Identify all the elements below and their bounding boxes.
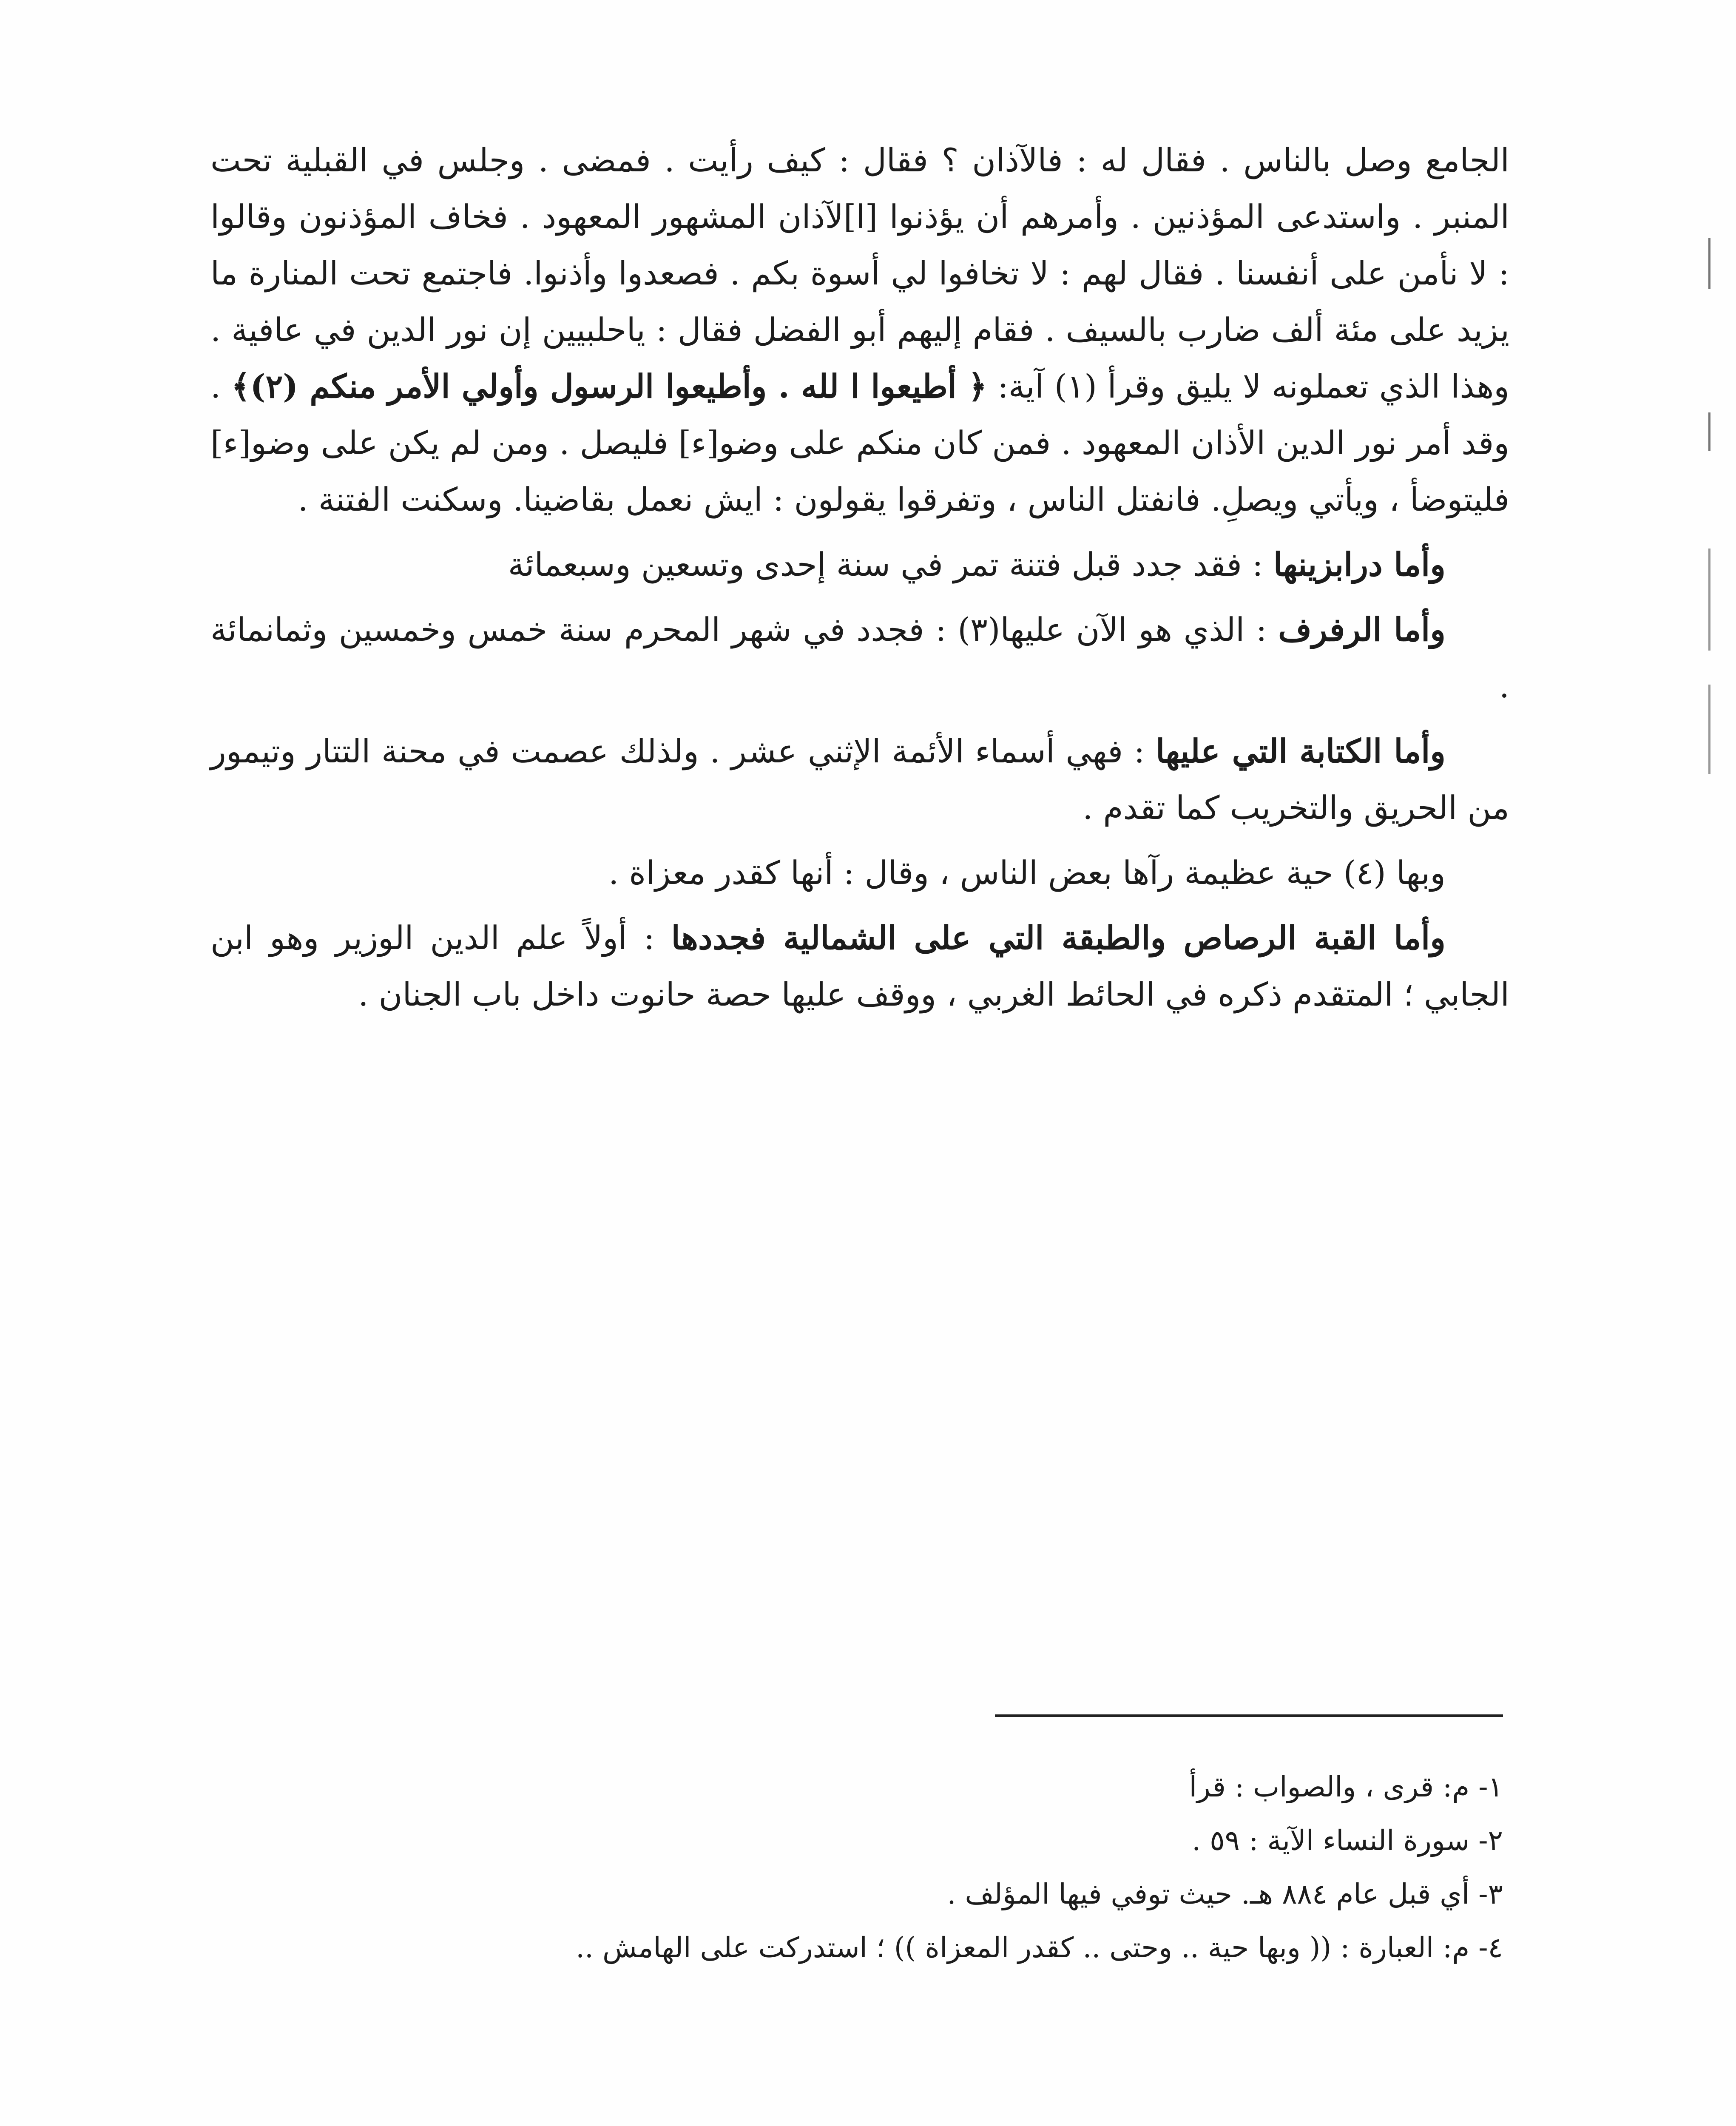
paragraph-3-heading: وأما الرفرف bbox=[1278, 611, 1446, 648]
paragraph-4-body: : فهي أسماء الأئمة الإثني عشر . ولذلك عصمت في محنة التتار وتيمور من الحريق والتخريب كما تقدم . bbox=[210, 732, 1509, 827]
paragraph-5 bbox=[210, 844, 1509, 901]
paragraph-3 bbox=[210, 601, 1509, 714]
quran-verse: ﴿ أطيعوا ا لله . وأطيعوا الرسول وأولي الأمر منكم (٢)﴾ bbox=[231, 367, 987, 405]
paragraph-2-heading: وأما درابزينها bbox=[1273, 546, 1446, 583]
footnotes bbox=[210, 1760, 1503, 1975]
paragraph-2-body: : فقد جدد قبل فتنة تمر في سنة إحدى وتسعين وسبعمائة bbox=[508, 546, 1273, 583]
paragraph-1 bbox=[210, 132, 1509, 528]
footnote-4: ٤- م: العبارة : (( وبها حية .. وحتى .. كقدر المعزاة )) ؛ استدركت على الهامش .. bbox=[576, 1931, 1503, 1964]
paragraph-6-body: : أولاً علم الدين الوزير وهو ابن الجابي ؛ المتقدم ذكره في الحائط الغربي ، ووقف عليها حصة حانوت داخل باب الجنان . bbox=[210, 919, 1509, 1013]
main-text bbox=[210, 132, 1509, 1023]
paragraph-4 bbox=[210, 723, 1509, 836]
scan-edge-mark bbox=[1708, 412, 1710, 451]
paragraph-1-text: الجامع وصل بالناس . فقال له : فالآذان ؟ فقال : كيف رأيت . فمضى . وجلس في القبلية تحت المنبر . واستدعى المؤذنين . وأمرهم أن يؤذنوا [ا]لآذان المشهور المعهود . فخاف المؤذنون وقالوا : لا نأمن على أنفسنا . فقال لهم : لا تخافوا لي أسوة بكم . فصعدوا وأذنوا. فاجتمع تحت المنارة ما يزيد على مئة ألف ضارب بالسيف . فقام إليهم أبو الفضل فقال : ياحلبيين إن نور الدين في عافية . وهذا الذي تعملونه لا يليق وقرأ (١) آية: bbox=[210, 141, 1510, 405]
paragraph-6 bbox=[210, 910, 1509, 1023]
footnote-2: ٢- سورة النساء الآية : ٥٩ . bbox=[1192, 1824, 1503, 1857]
footnote-3: ٣- أي قبل عام ٨٨٤ هـ. حيث توفي فيها المؤلف . bbox=[947, 1878, 1503, 1910]
scan-edge-mark bbox=[1708, 685, 1710, 774]
footnote-1: ١- م: قرى ، والصواب : قرأ bbox=[1189, 1771, 1503, 1803]
paragraph-6-heading: وأما القبة الرصاص والطبقة التي على الشمالية فجددها bbox=[671, 919, 1446, 957]
paragraph-4-heading: وأما الكتابة التي عليها bbox=[1156, 732, 1446, 770]
scan-edge-mark bbox=[1708, 549, 1710, 651]
footnote-divider bbox=[995, 1714, 1503, 1717]
paragraph-2 bbox=[210, 536, 1509, 593]
scan-edge-mark bbox=[1708, 238, 1710, 289]
paragraph-1-end: . وقد أمر نور الدين الأذان المعهود . فمن كان منكم على وضو[ء] فليصل . ومن لم يكن على وضو[ء] فليتوضأ ، ويأتي ويصلِ. فانفتل الناس ، وتفرقوا يقولون : ايش نعمل بقاضينا. وسكنت الفتنة . bbox=[210, 367, 1509, 518]
paragraph-3-body: : الذي هو الآن عليها(٣) : فجدد في شهر المحرم سنة خمس وخمسين وثمانمائة . bbox=[210, 611, 1509, 705]
paragraph-5-text: وبها (٤) حية عظيمة رآها بعض الناس ، وقال : أنها كقدر معزاة . bbox=[608, 854, 1446, 892]
